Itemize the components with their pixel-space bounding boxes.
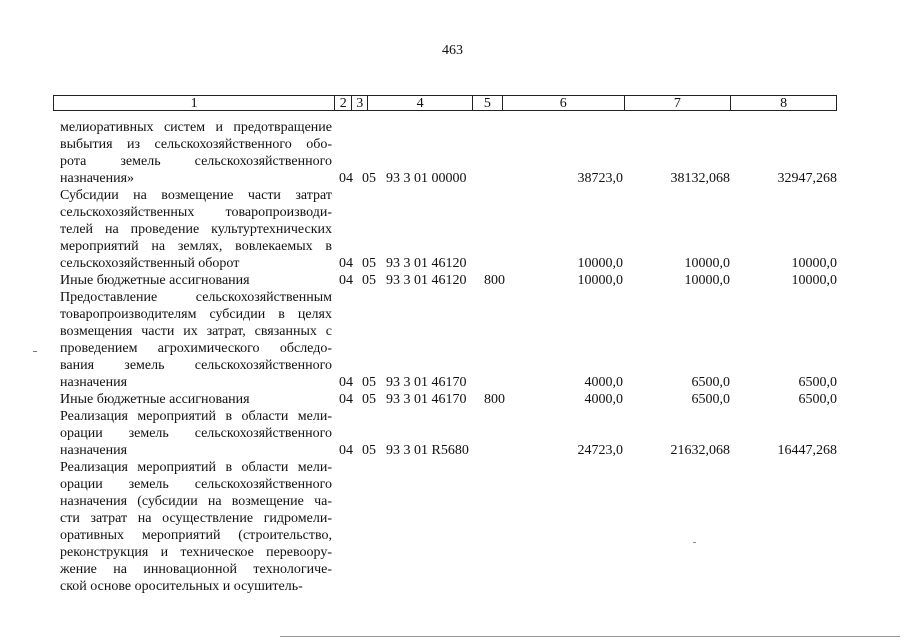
- table-row: [0, 289, 905, 391]
- description-line: мелиоративных систем и предотвращение: [60, 120, 332, 135]
- amount-col-6: 24723,0: [577, 443, 623, 458]
- amount-col-8: 16447,268: [777, 443, 837, 458]
- amount-col-7: 21632,068: [670, 443, 730, 458]
- amount-col-6: 4000,0: [584, 392, 623, 407]
- description-line: Субсидии на возмещение части затрат: [60, 188, 332, 203]
- amount-col-7: 6500,0: [691, 392, 730, 407]
- amount-col-8: 6500,0: [798, 375, 837, 390]
- amount-col-6: 4000,0: [584, 375, 623, 390]
- description-line: возмещения части их затрат, связанных с: [60, 324, 332, 339]
- description-line: назначения: [60, 375, 128, 390]
- section-code: 04: [339, 256, 353, 271]
- description-line: сельскохозяйственный оборот: [60, 256, 240, 271]
- description-line: орации земель сельскохозяйственного: [60, 477, 332, 492]
- amount-col-6: 10000,0: [577, 273, 623, 288]
- expense-type-code: 800: [484, 392, 505, 407]
- row-values: [0, 578, 905, 595]
- description-line: назначения»: [60, 171, 135, 186]
- target-article-code: 93 3 01 46120: [386, 273, 467, 288]
- description-line: вания земель сельскохозяйственного: [60, 358, 332, 373]
- amount-col-8: 10000,0: [791, 273, 837, 288]
- table-row: [0, 272, 905, 289]
- row-values: [0, 255, 905, 272]
- table-row: [0, 187, 905, 272]
- row-values: [0, 272, 905, 289]
- description-line: Предоставление сельскохозяйственным: [60, 290, 332, 305]
- description-line: выбытия из сельскохозяйственного обо-: [60, 137, 332, 152]
- amount-col-6: 38723,0: [577, 171, 623, 186]
- target-article-code: 93 3 01 46170: [386, 375, 467, 390]
- description-line: реконструкция и техническое перевоору-: [60, 545, 332, 560]
- table-row: [0, 391, 905, 408]
- header-cell-6: 6: [503, 96, 625, 110]
- page-bottom-line: [280, 636, 900, 637]
- description-line: Реализация мероприятий в области мели-: [60, 460, 332, 475]
- section-code: 04: [339, 171, 353, 186]
- amount-col-7: 10000,0: [684, 256, 730, 271]
- target-article-code: 93 3 01 46120: [386, 256, 467, 271]
- section-code: 04: [339, 273, 353, 288]
- expense-type-code: 800: [484, 273, 505, 288]
- page-number: 463: [442, 43, 463, 58]
- description-line: ской основе оросительных и осушитель-: [60, 579, 303, 594]
- row-values: [0, 391, 905, 408]
- header-cell-5: 5: [473, 96, 503, 110]
- row-values: [0, 170, 905, 187]
- description-line: проведением агрохимического обследо-: [60, 341, 332, 356]
- amount-col-8: 6500,0: [798, 392, 837, 407]
- amount-col-8: 32947,268: [777, 171, 837, 186]
- description-line: Иные бюджетные ассигнования: [60, 273, 250, 288]
- row-values: [0, 442, 905, 459]
- header-cell-7: 7: [625, 96, 732, 110]
- subsection-code: 05: [362, 171, 376, 186]
- description-line: оративных мероприятий (строительство,: [60, 528, 332, 543]
- description-line: Реализация мероприятий в области мели-: [60, 409, 332, 424]
- subsection-code: 05: [362, 375, 376, 390]
- description-line: сти затрат на осуществление гидромели-: [60, 511, 332, 526]
- header-cell-4: 4: [368, 96, 473, 110]
- header-cell-3: 3: [352, 96, 368, 110]
- description-line: мероприятий на землях, вовлекаемых в: [60, 239, 332, 254]
- subsection-code: 05: [362, 443, 376, 458]
- description-line: рота земель сельскохозяйственного: [60, 154, 332, 169]
- subsection-code: 05: [362, 256, 376, 271]
- header-cell-2: 2: [335, 96, 352, 110]
- description-line: назначения (субсидии на возмещение ча-: [60, 494, 332, 509]
- header-cell-1: 1: [54, 96, 335, 110]
- section-code: 04: [339, 375, 353, 390]
- section-code: 04: [339, 392, 353, 407]
- table-header-row: [53, 95, 837, 111]
- target-article-code: 93 3 01 R5680: [386, 443, 469, 458]
- amount-col-7: 38132,068: [670, 171, 730, 186]
- description-line: Иные бюджетные ассигнования: [60, 392, 250, 407]
- amount-col-6: 10000,0: [577, 256, 623, 271]
- amount-col-7: 10000,0: [684, 273, 730, 288]
- target-article-code: 93 3 01 46170: [386, 392, 467, 407]
- table-row: [0, 408, 905, 459]
- description-line: сельскохозяйственных товаропроизводи-: [60, 205, 332, 220]
- row-description: [60, 459, 332, 595]
- section-code: 04: [339, 443, 353, 458]
- table-row: [0, 119, 905, 187]
- target-article-code: 93 3 01 00000: [386, 171, 467, 186]
- amount-col-7: 6500,0: [691, 375, 730, 390]
- subsection-code: 05: [362, 273, 376, 288]
- header-cell-8: 8: [780, 96, 788, 111]
- description-line: назначения: [60, 443, 128, 458]
- scan-mark: [693, 542, 696, 543]
- scan-mark: [33, 351, 37, 352]
- subsection-code: 05: [362, 392, 376, 407]
- description-line: орации земель сельскохозяйственного: [60, 426, 332, 441]
- amount-col-8: 10000,0: [791, 256, 837, 271]
- row-values: [0, 374, 905, 391]
- description-line: товаропроизводителям субсидии в целях: [60, 307, 332, 322]
- description-line: жение на инновационной технологиче-: [60, 562, 332, 577]
- table-row: [0, 459, 905, 595]
- description-line: телей на проведение культуртехнических: [60, 222, 332, 237]
